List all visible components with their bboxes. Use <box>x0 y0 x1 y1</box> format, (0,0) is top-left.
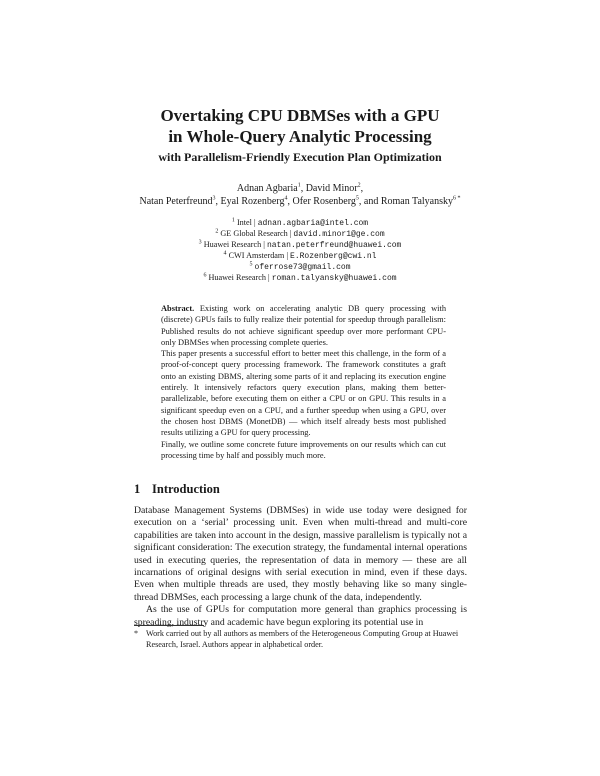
author-name: Adnan Agbaria <box>236 183 298 194</box>
affiliation-5 <box>0 262 600 272</box>
affiliation-separator: | <box>287 229 294 238</box>
affiliation-mark: 2 <box>357 182 361 189</box>
affiliation-mark: 5 <box>249 261 253 268</box>
abstract-text: Existing work on accelerating analytic DB query processing with (discrete) GPUs fails to fully realize their potential for speedup through parallelism: Published results do not achieve significant speedup over more performant CPU-only DBMSes when processing complete queries. <box>161 304 447 347</box>
author-separator: , <box>300 183 306 194</box>
affiliation-email[interactable]: oferrose73@gmail.com <box>254 263 351 272</box>
footnote-mark: * <box>134 629 139 638</box>
author-line-2 <box>0 196 600 207</box>
affiliation-email[interactable]: david.minor1@ge.com <box>293 230 385 239</box>
affiliation-email[interactable]: E.Rozenberg@cwi.nl <box>290 252 377 261</box>
affiliation-email[interactable]: roman.talyansky@huawei.com <box>271 274 397 283</box>
affiliation-separator: | <box>251 218 258 227</box>
affiliation-separator: | <box>284 251 291 260</box>
section-heading <box>134 482 220 497</box>
affiliation-email[interactable]: adnan.agbaria@intel.com <box>257 219 369 228</box>
paper-title-line-1: Overtaking CPU DBMSes with a GPU <box>160 106 440 125</box>
affiliation-org: GE Global Research <box>220 229 288 238</box>
abstract-paragraph-1 <box>161 303 446 348</box>
section-body <box>134 505 467 629</box>
affiliation-mark: 2 <box>215 228 219 235</box>
affiliation-mark: 3 <box>212 195 216 202</box>
affiliation-separator: | <box>266 273 272 282</box>
author-line-1: Adnan Agbaria$^1$, David Minor$^2$, <box>236 182 364 194</box>
abstract-label: Abstract. <box>161 304 195 313</box>
affiliation-mark: 6 <box>203 272 207 279</box>
author-name: Roman Talyansky <box>380 196 454 207</box>
affiliation-org: CWI Amsterdam <box>228 251 285 260</box>
footnote-text: Work carried out by all authors as members of the Heterogeneous Computing Group at Huawei Research, Israel. Authors appear in alphabetical order. <box>146 629 459 649</box>
affiliation-org: Huawei Research <box>208 273 266 282</box>
abstract <box>161 303 446 461</box>
footnote <box>134 628 467 650</box>
affiliation-4 <box>0 251 600 261</box>
affiliation-mark: 1 <box>297 182 301 189</box>
body-paragraph-1: Database Management Systems (DBMSes) in wide use today were designed for execution on a ‘serial’ processing unit. Even when multi-thread and multi-core capabilities are taken into account in the design, massive parallelism is typically not a significant consideration: The execution strategy, the fundamental internal operations used in executing queries, the representation of data in memory — these are all incarnations of original designs with serial execution in mind, even if these days. Even when multiple threads are used, they mostly behaving like so many single-thread DBMSes, each processing a large chunk of the data, independently. <box>134 505 467 603</box>
author-separator: , and <box>358 196 381 207</box>
affiliation-6 <box>0 273 600 283</box>
author-name: Ofer Rosenberg <box>292 196 356 207</box>
author-separator: , <box>287 196 293 207</box>
affiliation-2 <box>0 229 600 239</box>
affiliation-1 <box>0 218 600 228</box>
affiliation-mark: 5 <box>355 195 359 202</box>
affiliation-mark: 4 <box>284 195 288 202</box>
affiliation-mark: 6 * <box>453 195 461 202</box>
author-name: Natan Peterfreund <box>139 196 213 207</box>
author-name: David Minor <box>305 183 358 194</box>
abstract-paragraph-3: Finally, we outline some concrete future improvements on our results which can cut processing time by half and possibly much more. <box>161 439 446 460</box>
paper-title-line-2: in Whole-Query Analytic Processing <box>168 127 432 146</box>
author-name: Eyal Rozenberg <box>220 196 285 207</box>
affiliation-org: Intel <box>236 218 252 227</box>
affiliation-separator: | <box>261 240 267 249</box>
footnote-rule <box>134 625 204 626</box>
affiliation-3 <box>0 240 600 250</box>
section-title: Introduction <box>152 482 220 496</box>
body-paragraph-2: As the use of GPUs for computation more general than graphics processing is spreading, industry and academic have begun exploring its potential use in <box>134 604 467 628</box>
paper-subtitle: with Parallelism-Friendly Execution Plan Optimization <box>158 150 442 164</box>
affiliation-mark: 3 <box>198 239 202 246</box>
section-number: 1 <box>134 482 141 496</box>
affiliation-org: Huawei Research <box>203 240 262 249</box>
affiliation-mark: 1 <box>231 217 235 224</box>
affiliation-mark: 4 <box>223 250 227 257</box>
affiliation-email[interactable]: natan.peterfreund@huawei.com <box>266 241 402 250</box>
abstract-paragraph-2: This paper presents a successful effort to better meet this challenge, in the form of a proof-of-concept query processing framework. The framework constitutes a graft onto an existing DBMS, altering some parts of it and replacing its execution engine entirely. It intensively refactors query execution plans, making them better-parallelizable, before executing them on either a CPU or on GPU. This results in a significant speedup even on a CPU, and a further speedup when using a GPU, over the chosen host DBMS (MonetDB) — which itself already bests most published results utilizing a GPU for query processing. <box>161 349 446 438</box>
author-separator: , <box>215 196 221 207</box>
